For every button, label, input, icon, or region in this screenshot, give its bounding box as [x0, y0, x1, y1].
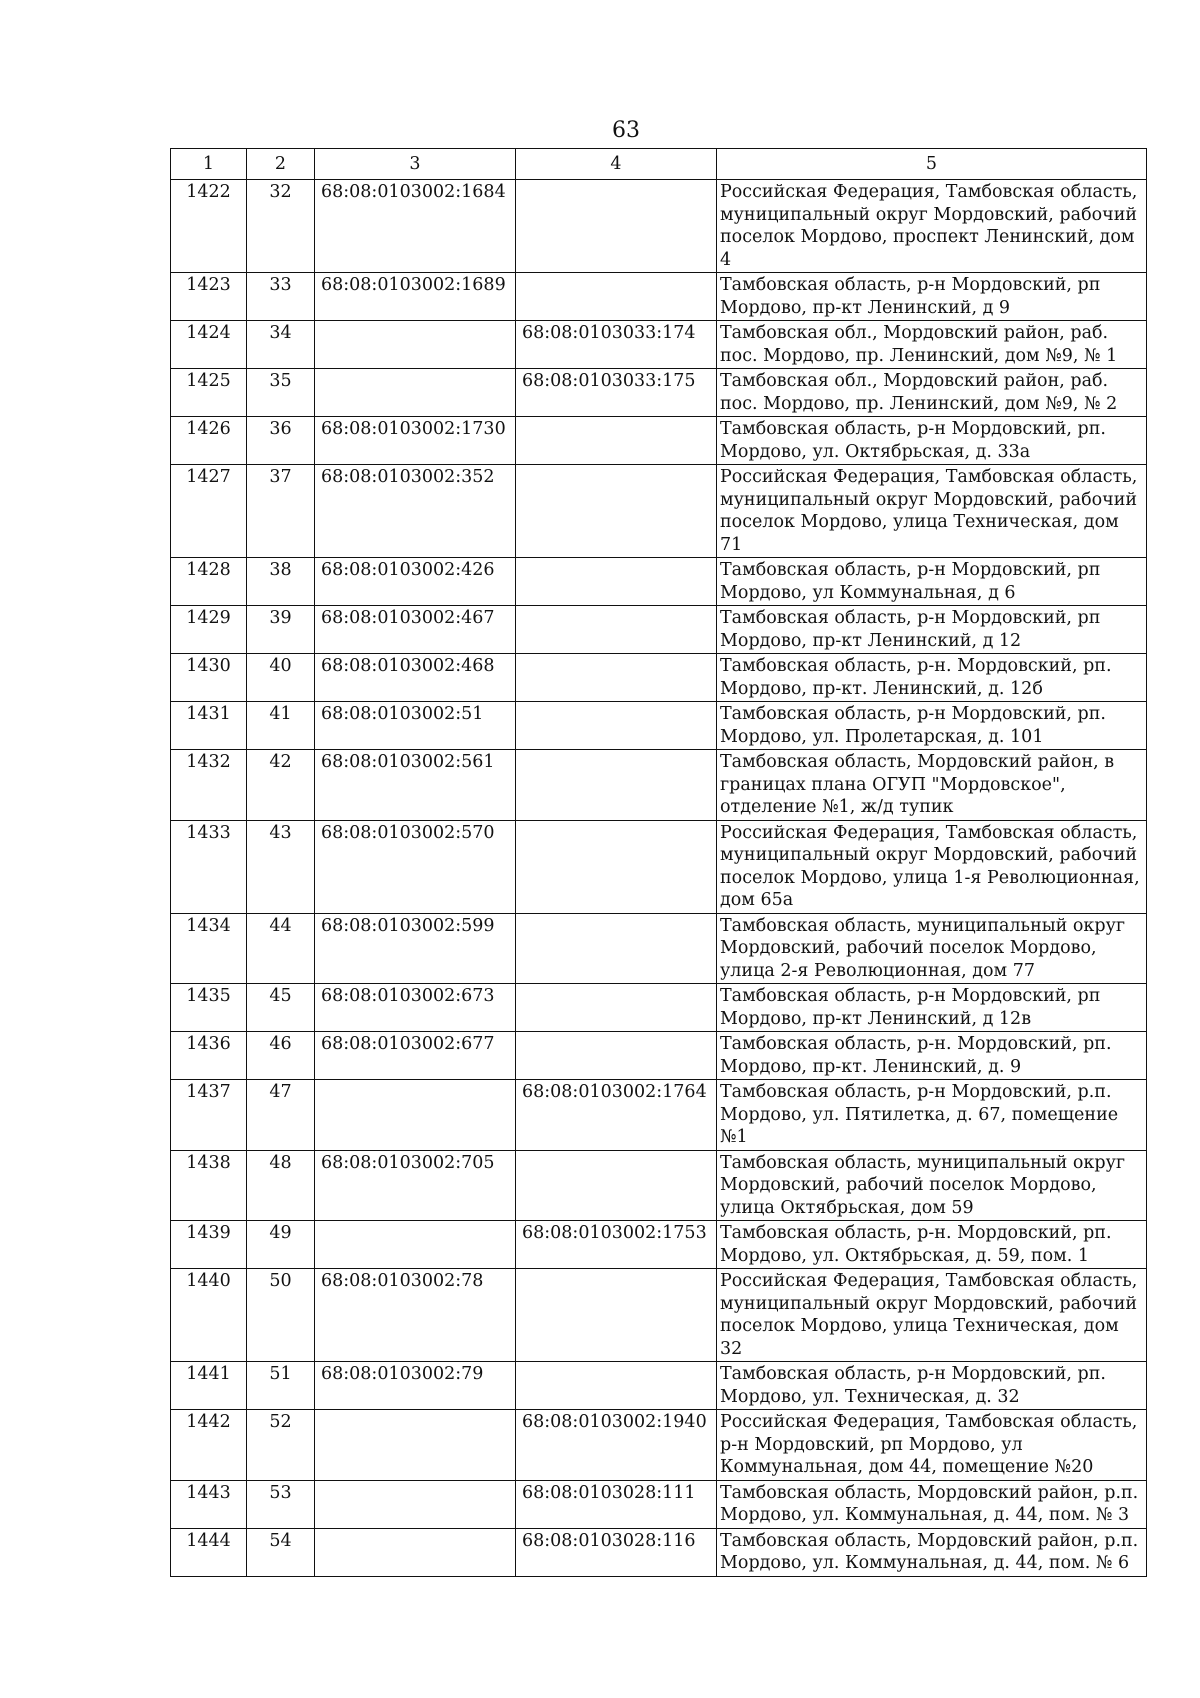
parcel-cadastral-number-cell: 68:08:0103002:468 [315, 654, 516, 702]
table-row [171, 1528, 1147, 1576]
row-number-cell: 1424 [171, 321, 247, 369]
row-number-cell: 1441 [171, 1362, 247, 1410]
object-cadastral-number-cell [516, 465, 717, 558]
object-cadastral-number-cell [516, 913, 717, 984]
sub-number-cell: 36 [247, 417, 315, 465]
column-number-header-row [171, 149, 1147, 180]
table-row [171, 1480, 1147, 1528]
sub-number-cell: 53 [247, 1480, 315, 1528]
parcel-cadastral-number-cell: 68:08:0103002:426 [315, 558, 516, 606]
table-row [171, 1269, 1147, 1362]
address-cell: Тамбовская область, р-н Мордовский, рп. Мордово, ул. Октябрьская, д. 33а [717, 417, 1147, 465]
parcel-cadastral-number-cell [315, 1221, 516, 1269]
table-row [171, 321, 1147, 369]
parcel-cadastral-number-cell: 68:08:0103002:599 [315, 913, 516, 984]
table-row [171, 702, 1147, 750]
row-number-cell: 1430 [171, 654, 247, 702]
table-row [171, 1221, 1147, 1269]
table-row [171, 465, 1147, 558]
address-cell: Российская Федерация, Тамбовская область, р-н Мордовский, рп Мордово, ул Коммунальная, дом 44, помещение №20 [717, 1410, 1147, 1481]
object-cadastral-number-cell [516, 702, 717, 750]
row-number-cell: 1431 [171, 702, 247, 750]
row-number-cell: 1432 [171, 750, 247, 821]
object-cadastral-number-cell: 68:08:0103002:1940 [516, 1410, 717, 1481]
row-number-cell: 1440 [171, 1269, 247, 1362]
parcel-cadastral-number-cell [315, 1410, 516, 1481]
sub-number-cell: 32 [247, 180, 315, 273]
object-cadastral-number-cell [516, 180, 717, 273]
table-row [171, 369, 1147, 417]
sub-number-cell: 44 [247, 913, 315, 984]
row-number-cell: 1422 [171, 180, 247, 273]
object-cadastral-number-cell [516, 1362, 717, 1410]
table-row [171, 558, 1147, 606]
table-row [171, 750, 1147, 821]
register-table [170, 148, 1147, 1577]
sub-number-cell: 34 [247, 321, 315, 369]
column-header-3: 3 [315, 149, 516, 180]
sub-number-cell: 45 [247, 984, 315, 1032]
column-header-5: 5 [717, 149, 1147, 180]
parcel-cadastral-number-cell [315, 369, 516, 417]
table-row [171, 984, 1147, 1032]
sub-number-cell: 33 [247, 273, 315, 321]
object-cadastral-number-cell: 68:08:0103028:116 [516, 1528, 717, 1576]
sub-number-cell: 39 [247, 606, 315, 654]
table-row [171, 913, 1147, 984]
row-number-cell: 1444 [171, 1528, 247, 1576]
parcel-cadastral-number-cell [315, 1080, 516, 1151]
table-row [171, 820, 1147, 913]
address-cell: Тамбовская обл., Мордовский район, раб. пос. Мордово, пр. Ленинский, дом №9, № 1 [717, 321, 1147, 369]
table-row [171, 1150, 1147, 1221]
sub-number-cell: 54 [247, 1528, 315, 1576]
row-number-cell: 1435 [171, 984, 247, 1032]
sub-number-cell: 52 [247, 1410, 315, 1481]
address-cell: Тамбовская область, р-н. Мордовский, рп. Мордово, пр-кт. Ленинский, д. 12б [717, 654, 1147, 702]
row-number-cell: 1438 [171, 1150, 247, 1221]
table-row [171, 417, 1147, 465]
object-cadastral-number-cell: 68:08:0103033:175 [516, 369, 717, 417]
address-cell: Тамбовская область, р-н Мордовский, рп Мордово, ул Коммунальная, д 6 [717, 558, 1147, 606]
parcel-cadastral-number-cell: 68:08:0103002:677 [315, 1032, 516, 1080]
object-cadastral-number-cell [516, 984, 717, 1032]
table-body [171, 180, 1147, 1577]
object-cadastral-number-cell: 68:08:0103033:174 [516, 321, 717, 369]
row-number-cell: 1429 [171, 606, 247, 654]
parcel-cadastral-number-cell: 68:08:0103002:1730 [315, 417, 516, 465]
column-header-1: 1 [171, 149, 247, 180]
sub-number-cell: 41 [247, 702, 315, 750]
parcel-cadastral-number-cell: 68:08:0103002:561 [315, 750, 516, 821]
sub-number-cell: 50 [247, 1269, 315, 1362]
address-cell: Российская Федерация, Тамбовская область, муниципальный округ Мордовский, рабочий поселок Мордово, улица 1-я Революционная, дом 65а [717, 820, 1147, 913]
address-cell: Тамбовская область, р-н Мордовский, рп. Мордово, ул. Техническая, д. 32 [717, 1362, 1147, 1410]
row-number-cell: 1443 [171, 1480, 247, 1528]
address-cell: Российская Федерация, Тамбовская область, муниципальный округ Мордовский, рабочий поселок Мордово, улица Техническая, дом 32 [717, 1269, 1147, 1362]
parcel-cadastral-number-cell: 68:08:0103002:673 [315, 984, 516, 1032]
table-row [171, 654, 1147, 702]
column-header-2: 2 [247, 149, 315, 180]
object-cadastral-number-cell [516, 558, 717, 606]
parcel-cadastral-number-cell: 68:08:0103002:467 [315, 606, 516, 654]
page-number: 63 [612, 118, 640, 143]
row-number-cell: 1433 [171, 820, 247, 913]
row-number-cell: 1423 [171, 273, 247, 321]
address-cell: Тамбовская область, Мордовский район, р.п. Мордово, ул. Коммунальная, д. 44, пом. № 3 [717, 1480, 1147, 1528]
parcel-cadastral-number-cell [315, 321, 516, 369]
object-cadastral-number-cell: 68:08:0103002:1764 [516, 1080, 717, 1151]
object-cadastral-number-cell [516, 1269, 717, 1362]
sub-number-cell: 49 [247, 1221, 315, 1269]
address-cell: Тамбовская обл., Мордовский район, раб. пос. Мордово, пр. Ленинский, дом №9, № 2 [717, 369, 1147, 417]
address-cell: Тамбовская область, р-н Мордовский, рп Мордово, пр-кт Ленинский, д 12 [717, 606, 1147, 654]
parcel-cadastral-number-cell: 68:08:0103002:570 [315, 820, 516, 913]
address-cell: Российская Федерация, Тамбовская область, муниципальный округ Мордовский, рабочий поселок Мордово, улица Техническая, дом 71 [717, 465, 1147, 558]
address-cell: Тамбовская область, р-н Мордовский, рп Мордово, пр-кт Ленинский, д 9 [717, 273, 1147, 321]
parcel-cadastral-number-cell: 68:08:0103002:1689 [315, 273, 516, 321]
row-number-cell: 1434 [171, 913, 247, 984]
sub-number-cell: 37 [247, 465, 315, 558]
table-row [171, 606, 1147, 654]
object-cadastral-number-cell [516, 750, 717, 821]
table-row [171, 180, 1147, 273]
object-cadastral-number-cell [516, 273, 717, 321]
address-cell: Тамбовская область, муниципальный округ Мордовский, рабочий поселок Мордово, улица 2-я Революционная, дом 77 [717, 913, 1147, 984]
object-cadastral-number-cell [516, 606, 717, 654]
object-cadastral-number-cell [516, 1032, 717, 1080]
parcel-cadastral-number-cell: 68:08:0103002:705 [315, 1150, 516, 1221]
object-cadastral-number-cell [516, 820, 717, 913]
address-cell: Тамбовская область, Мордовский район, в границах плана ОГУП "Мордовское", отделение №1, ж/д тупик [717, 750, 1147, 821]
sub-number-cell: 40 [247, 654, 315, 702]
row-number-cell: 1426 [171, 417, 247, 465]
column-header-4: 4 [516, 149, 717, 180]
table-row [171, 1032, 1147, 1080]
row-number-cell: 1442 [171, 1410, 247, 1481]
table-row [171, 1362, 1147, 1410]
object-cadastral-number-cell [516, 417, 717, 465]
parcel-cadastral-number-cell: 68:08:0103002:79 [315, 1362, 516, 1410]
address-cell: Тамбовская область, р-н Мордовский, рп. Мордово, ул. Пролетарская, д. 101 [717, 702, 1147, 750]
address-cell: Тамбовская область, р-н Мордовский, р.п. Мордово, ул. Пятилетка, д. 67, помещение №1 [717, 1080, 1147, 1151]
object-cadastral-number-cell: 68:08:0103028:111 [516, 1480, 717, 1528]
sub-number-cell: 51 [247, 1362, 315, 1410]
parcel-cadastral-number-cell [315, 1480, 516, 1528]
sub-number-cell: 48 [247, 1150, 315, 1221]
parcel-cadastral-number-cell: 68:08:0103002:51 [315, 702, 516, 750]
sub-number-cell: 42 [247, 750, 315, 821]
sub-number-cell: 35 [247, 369, 315, 417]
row-number-cell: 1436 [171, 1032, 247, 1080]
row-number-cell: 1439 [171, 1221, 247, 1269]
parcel-cadastral-number-cell: 68:08:0103002:1684 [315, 180, 516, 273]
sub-number-cell: 47 [247, 1080, 315, 1151]
row-number-cell: 1437 [171, 1080, 247, 1151]
table-row [171, 1410, 1147, 1481]
row-number-cell: 1428 [171, 558, 247, 606]
sub-number-cell: 46 [247, 1032, 315, 1080]
row-number-cell: 1425 [171, 369, 247, 417]
row-number-cell: 1427 [171, 465, 247, 558]
address-cell: Тамбовская область, муниципальный округ Мордовский, рабочий поселок Мордово, улица Октябрьская, дом 59 [717, 1150, 1147, 1221]
address-cell: Тамбовская область, Мордовский район, р.п. Мордово, ул. Коммунальная, д. 44, пом. № 6 [717, 1528, 1147, 1576]
parcel-cadastral-number-cell: 68:08:0103002:352 [315, 465, 516, 558]
sub-number-cell: 43 [247, 820, 315, 913]
table-row [171, 273, 1147, 321]
address-cell: Тамбовская область, р-н. Мордовский, рп. Мордово, ул. Октябрьская, д. 59, пом. 1 [717, 1221, 1147, 1269]
object-cadastral-number-cell [516, 1150, 717, 1221]
address-cell: Тамбовская область, р-н Мордовский, рп Мордово, пр-кт Ленинский, д 12в [717, 984, 1147, 1032]
sub-number-cell: 38 [247, 558, 315, 606]
parcel-cadastral-number-cell [315, 1528, 516, 1576]
parcel-cadastral-number-cell: 68:08:0103002:78 [315, 1269, 516, 1362]
address-cell: Российская Федерация, Тамбовская область, муниципальный округ Мордовский, рабочий поселок Мордово, проспект Ленинский, дом 4 [717, 180, 1147, 273]
object-cadastral-number-cell: 68:08:0103002:1753 [516, 1221, 717, 1269]
address-cell: Тамбовская область, р-н. Мордовский, рп. Мордово, пр-кт. Ленинский, д. 9 [717, 1032, 1147, 1080]
table-row [171, 1080, 1147, 1151]
object-cadastral-number-cell [516, 654, 717, 702]
